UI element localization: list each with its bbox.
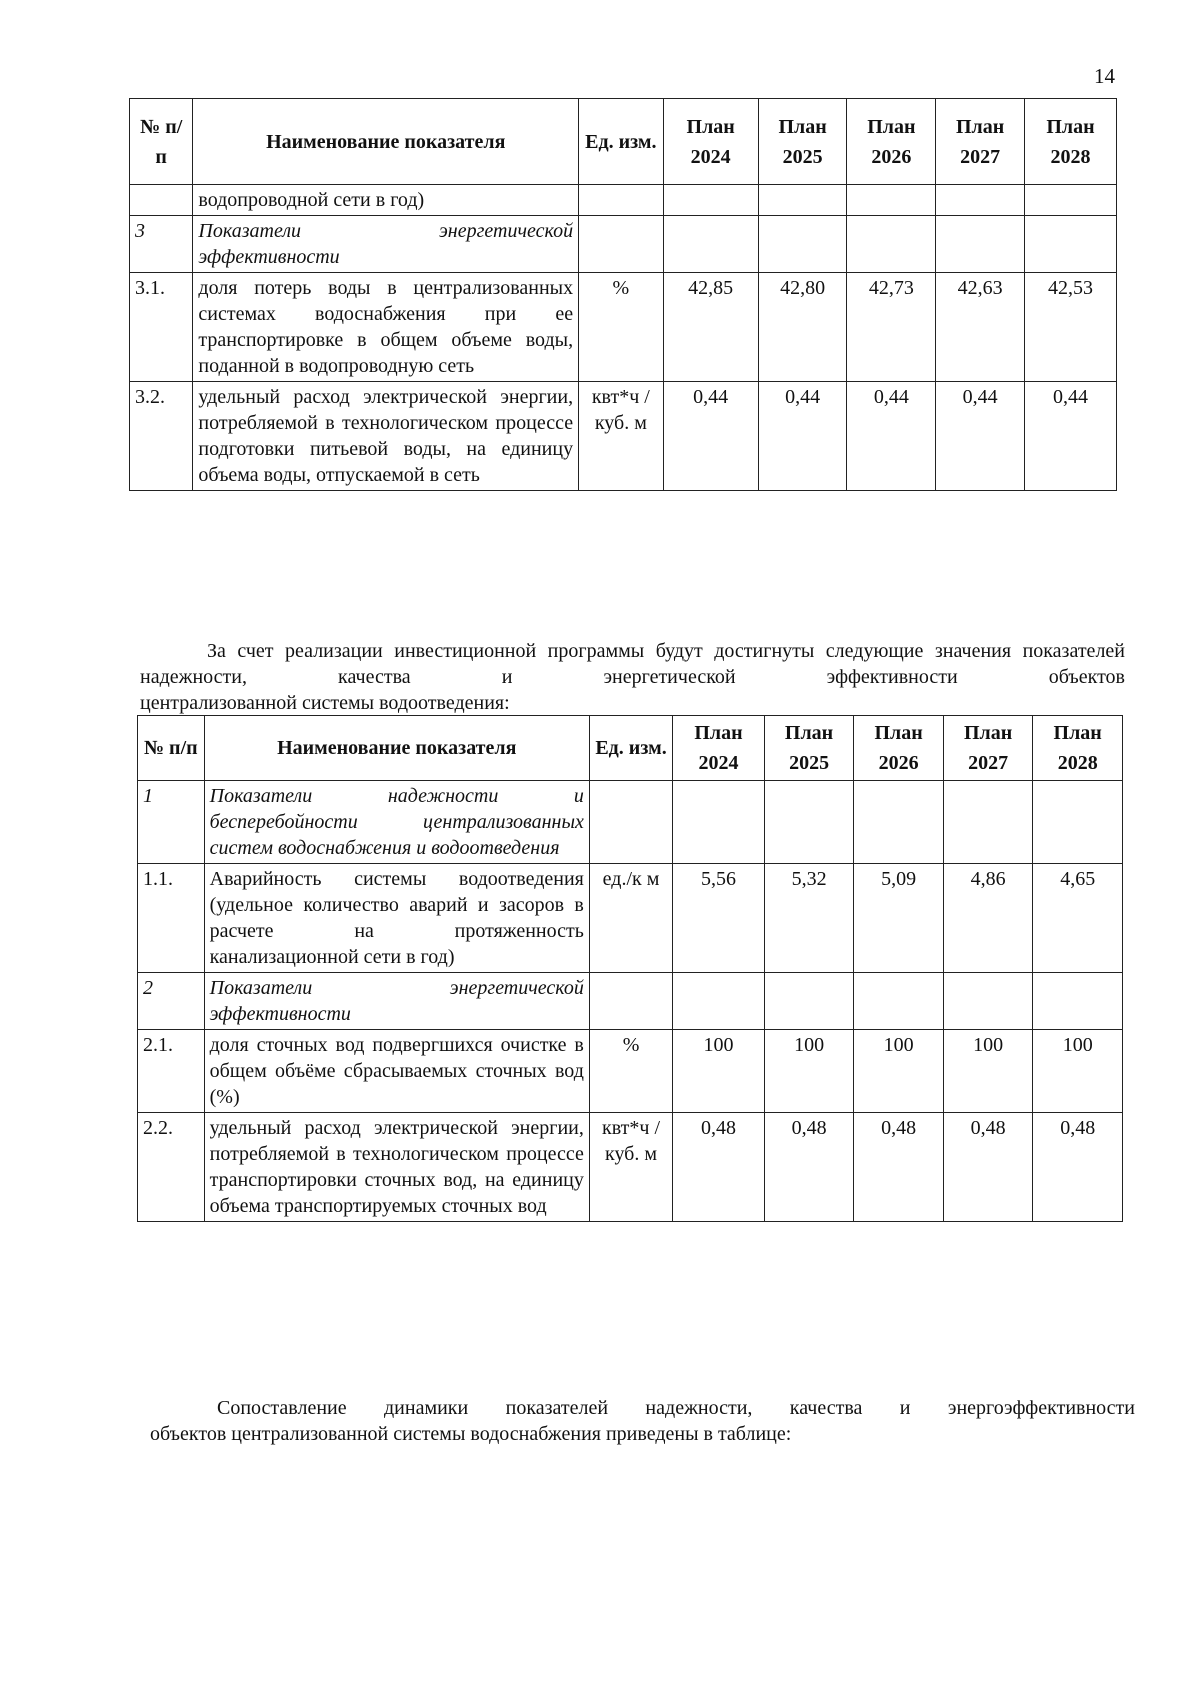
row-plan-value: [1025, 216, 1117, 273]
header-year: План 2024: [673, 716, 765, 781]
row-index: 3.2.: [130, 382, 193, 491]
table-row: [138, 1113, 1123, 1222]
row-plan-value: 0,44: [1025, 382, 1117, 491]
row-index: 2: [138, 973, 205, 1030]
header-unit: Ед. изм.: [589, 716, 672, 781]
row-index: 3: [130, 216, 193, 273]
table-row: [130, 382, 1117, 491]
row-unit: [589, 973, 672, 1030]
row-plan-value: [854, 781, 944, 864]
table-row: [130, 216, 1117, 273]
row-plan-value: 100: [854, 1030, 944, 1113]
row-unit: %: [589, 1030, 672, 1113]
header-year: План 2027: [936, 99, 1025, 185]
row-indicator-name: доля сточных вод подвергшихся очистке в общем объёме сбрасываемых сточных вод (%): [204, 1030, 589, 1113]
row-indicator-name: удельный расход электрической энергии, потребляемой в технологическом процессе подготовки питьевой воды, на единицу объема воды, отпускаемой в сеть: [193, 382, 579, 491]
row-plan-value: 42,53: [1025, 273, 1117, 382]
row-plan-value: [764, 973, 854, 1030]
row-unit: %: [579, 273, 664, 382]
row-plan-value: [663, 216, 758, 273]
row-plan-value: [764, 781, 854, 864]
header-year: План 2028: [1025, 99, 1117, 185]
row-plan-value: 42,63: [936, 273, 1025, 382]
row-plan-value: 42,85: [663, 273, 758, 382]
row-unit: квт*ч /куб. м: [579, 382, 664, 491]
row-index: 3.1.: [130, 273, 193, 382]
header-year: План 2025: [758, 99, 847, 185]
table-row: [138, 781, 1123, 864]
row-indicator-name: водопроводной сети в год): [193, 185, 579, 216]
row-plan-value: 0,44: [758, 382, 847, 491]
row-plan-value: [663, 185, 758, 216]
row-plan-value: [758, 185, 847, 216]
row-plan-value: 42,73: [847, 273, 936, 382]
row-plan-value: [758, 216, 847, 273]
header-num: № п/п: [130, 99, 193, 185]
table-wastewater-indicators: [137, 715, 1123, 1222]
table-row: [130, 273, 1117, 382]
row-unit: квт*ч /куб. м: [589, 1113, 672, 1222]
paragraph-comparison-end: объектов централизованной системы водоснабжения приведены в таблице:: [150, 1423, 792, 1445]
row-indicator-name: Показатели энергетической эффективности: [193, 216, 579, 273]
header-year: План 2024: [663, 99, 758, 185]
row-plan-value: 0,48: [943, 1113, 1033, 1222]
header-year: План 2026: [854, 716, 944, 781]
table-row: [138, 864, 1123, 973]
row-plan-value: 100: [1033, 1030, 1123, 1113]
row-plan-value: [673, 781, 765, 864]
row-plan-value: 0,44: [847, 382, 936, 491]
row-index: 1: [138, 781, 205, 864]
row-plan-value: 100: [764, 1030, 854, 1113]
table-header-row: [130, 99, 1117, 185]
row-unit: [579, 216, 664, 273]
row-plan-value: [936, 185, 1025, 216]
row-plan-value: 5,56: [673, 864, 765, 973]
row-plan-value: [1033, 973, 1123, 1030]
row-plan-value: 4,86: [943, 864, 1033, 973]
row-plan-value: [1033, 781, 1123, 864]
row-plan-value: 0,48: [854, 1113, 944, 1222]
table-row: [130, 185, 1117, 216]
header-name: Наименование показателя: [193, 99, 579, 185]
table-row: [138, 973, 1123, 1030]
row-unit: [579, 185, 664, 216]
row-indicator-name: Показатели энергетической эффективности: [204, 973, 589, 1030]
row-plan-value: [854, 973, 944, 1030]
table-row: [138, 1030, 1123, 1113]
row-plan-value: 0,48: [1033, 1113, 1123, 1222]
row-plan-value: 0,48: [673, 1113, 765, 1222]
row-indicator-name: доля потерь воды в централизованных системах водоснабжения при ее транспортировке в общем объеме воды, поданной в водопроводную сеть: [193, 273, 579, 382]
row-plan-value: 0,48: [764, 1113, 854, 1222]
row-plan-value: 42,80: [758, 273, 847, 382]
row-index: 2.2.: [138, 1113, 205, 1222]
row-index: 1.1.: [138, 864, 205, 973]
header-year: План 2027: [943, 716, 1033, 781]
header-num: № п/п: [138, 716, 205, 781]
row-plan-value: [1025, 185, 1117, 216]
row-plan-value: 5,09: [854, 864, 944, 973]
row-plan-value: 0,44: [936, 382, 1025, 491]
row-indicator-name: удельный расход электрической энергии, потребляемой в технологическом процессе транспортировки сточных вод, на единицу объема транспортируемых сточных вод: [204, 1113, 589, 1222]
row-plan-value: [673, 973, 765, 1030]
row-plan-value: 100: [943, 1030, 1033, 1113]
row-index: [130, 185, 193, 216]
header-name: Наименование показателя: [204, 716, 589, 781]
row-plan-value: 5,32: [764, 864, 854, 973]
row-index: 2.1.: [138, 1030, 205, 1113]
row-plan-value: 0,44: [663, 382, 758, 491]
row-unit: [589, 781, 672, 864]
header-year: План 2028: [1033, 716, 1123, 781]
row-plan-value: 100: [673, 1030, 765, 1113]
row-unit: ед./к м: [589, 864, 672, 973]
row-plan-value: [943, 973, 1033, 1030]
table-water-supply-indicators: [129, 98, 1117, 491]
row-plan-value: [936, 216, 1025, 273]
paragraph-intro-end: централизованной системы водоотведения:: [140, 692, 510, 714]
header-year: План 2026: [847, 99, 936, 185]
paragraph-comparison: Сопоставление динамики показателей надежности, качества и энергоэффективности: [217, 1397, 1135, 1419]
table-header-row: [138, 716, 1123, 781]
row-plan-value: [847, 216, 936, 273]
row-indicator-name: Аварийность системы водоотведения (удельное количество аварий и засоров в расчете на протяженность канализационной сети в год): [204, 864, 589, 973]
paragraph-intro: За счет реализации инвестиционной программы будут достигнуты следующие значения показателей надежности, качества и энергетической эффективности объектов: [140, 640, 1125, 688]
row-plan-value: [943, 781, 1033, 864]
row-plan-value: [847, 185, 936, 216]
page-number: 14: [1094, 64, 1115, 88]
row-indicator-name: Показатели надежности и бесперебойности централизованных систем водоснабжения и водоотведения: [204, 781, 589, 864]
header-year: План 2025: [764, 716, 854, 781]
row-plan-value: 4,65: [1033, 864, 1123, 973]
header-unit: Ед. изм.: [579, 99, 664, 185]
